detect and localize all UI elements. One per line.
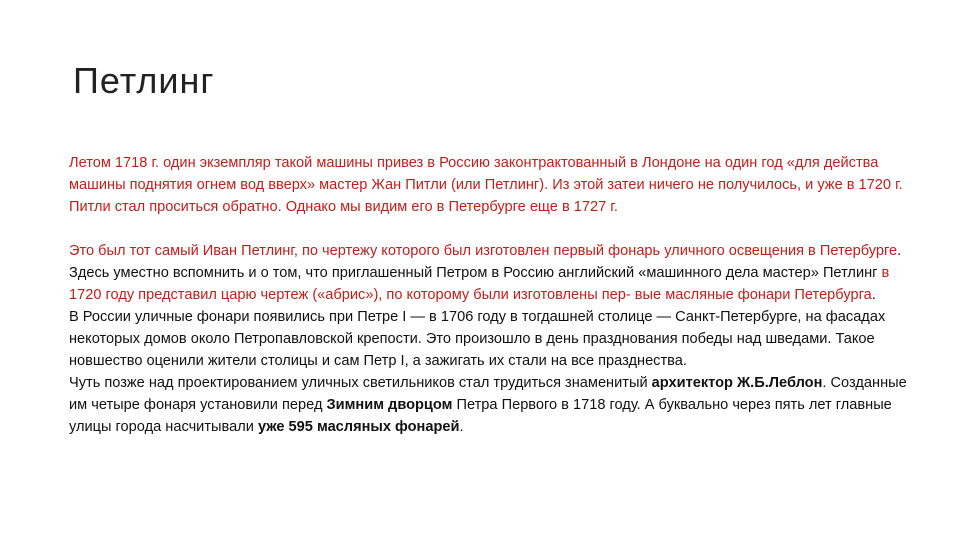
paragraph-4-text-4: . xyxy=(459,419,464,435)
slide-body xyxy=(69,152,909,438)
paragraph-4-text-2: . Созданные им четыре фонаря установили перед xyxy=(69,375,907,413)
paragraph-gap xyxy=(69,218,909,240)
paragraph-4-bold-palace: Зимним дворцом xyxy=(326,397,453,413)
paragraph-1: Летом 1718 г. один экземпляр такой машины привез в Россию законтрактованный в Лондоне на один год «для действа машины поднятия огнем вод вверх» мастер Жан Питли (или Петлинг). Из этой затеи ничего не получилось, и уже в 1720 г. Питли стал проситься обратно. Однако мы видим его в Петербурге еще в 1727 г. xyxy=(69,155,903,215)
paragraph-4-bold-lamps: уже 595 масляных фонарей xyxy=(257,419,460,435)
paragraph-2-red-2: в 1720 году представил царю чертеж («абрис»), по которому были изготовлены пер- вые масляные фонари Петербурга xyxy=(69,265,890,303)
paragraph-4-bold-architect: архитектор Ж.Б.Леблон xyxy=(651,375,823,391)
paragraph-2-text-2: . xyxy=(871,287,876,303)
paragraph-4 xyxy=(69,372,909,438)
paragraph-3: В России уличные фонари появились при Петре I — в 1706 году в тогдашней столице — Санкт-Петербурге, на фасадах некоторых домов около Петропавловской крепости. Это произошло в день празднования победы над шведами. Такое новшество оценили жители столицы и сам Петр I, а зажигать их стали на все празднества. xyxy=(69,309,886,369)
paragraph-4-text-3: Петра Первого в 1718 году. А буквально через пять лет главные улицы города насчитывали xyxy=(69,397,892,435)
paragraph-2-text-1: . Здесь уместно вспомнить и о том, что приглашенный Петром в Россию английский «машинного дела мастер» Петлинг xyxy=(69,243,902,281)
slide-title: Петлинг xyxy=(73,60,215,101)
paragraph-2 xyxy=(69,240,909,306)
paragraph-4-text-1: Чуть позже над проектированием уличных светильников стал трудиться знаменитый xyxy=(69,375,652,391)
paragraph-2-red-1: Это был тот самый Иван Петлинг, по чертежу которого был изготовлен первый фонарь уличного освещения в Петербурге xyxy=(69,243,898,259)
